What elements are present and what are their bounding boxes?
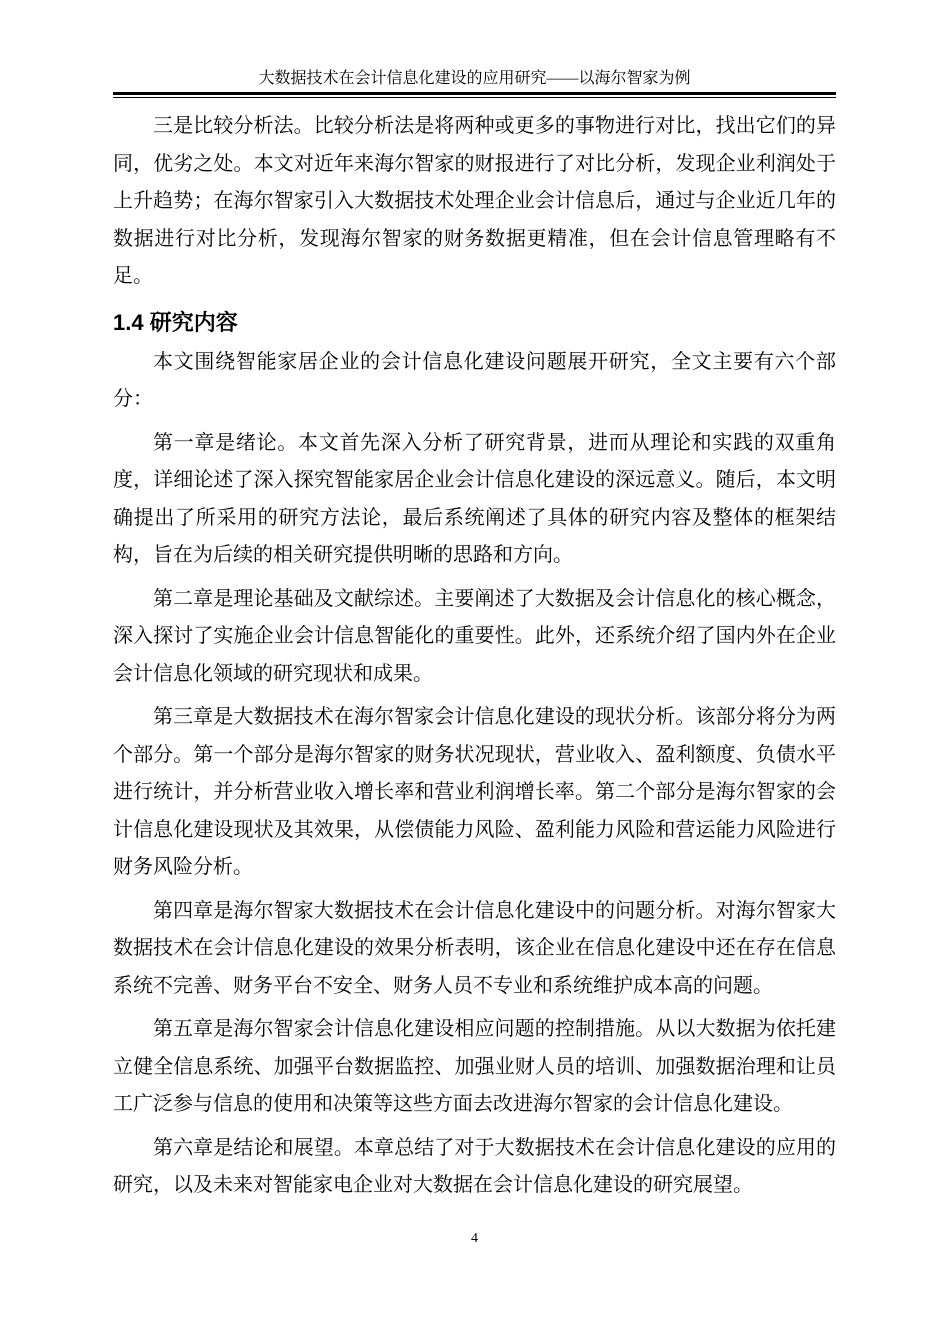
paragraph-chapter-2: 第二章是理论基础及文献综述。主要阐述了大数据及会计信息化的核心概念，深入探讨了实施企业会计信息智能化的重要性。此外，还系统介绍了国内外在企业会计信息化领域的研究现状和成果。 bbox=[113, 587, 836, 685]
paragraph-chapter-6: 第六章是结论和展望。本章总结了对于大数据技术在会计信息化建设的应用的研究，以及未来对智能家电企业对大数据在会计信息化建设的研究展望。 bbox=[113, 1136, 836, 1196]
paragraph-comparison-method: 三是比较分析法。比较分析法是将两种或更多的事物进行对比，找出它们的异同，优劣之处。本文对近年来海尔智家的财报进行了对比分析，发现企业利润处于上升趋势；在海尔智家引入大数据技术处理企业会计信息后，通过与企业近几年的数据进行对比分析，发现海尔智家的财务数据更精准，但在会计信息管理略有不足。 bbox=[113, 115, 836, 287]
paragraph-intro: 本文围绕智能家居企业的会计信息化建设问题展开研究，全文主要有六个部分： bbox=[113, 350, 836, 410]
paragraph-chapter-1: 第一章是绪论。本文首先深入分析了研究背景，进而从理论和实践的双重角度，详细论述了深入探究智能家居企业会计信息化建设的深远意义。随后，本文明确提出了所采用的研究方法论，最后系统阐述了具体的研究内容及整体的框架结构，旨在为后续的相关研究提供明晰的思路和方向。 bbox=[113, 431, 836, 566]
running-header: 大数据技术在会计信息化建设的应用研究——以海尔智家为例 bbox=[258, 70, 691, 87]
paragraph-chapter-3: 第三章是大数据技术在海尔智家会计信息化建设的现状分析。该部分将分为两个部分。第一个部分是海尔智家的财务状况现状，营业收入、盈利额度、负债水平进行统计，并分析营业收入增长率和营业利润增长率。第二个部分是海尔智家的会计信息化建设现状及其效果，从偿债能力风险、盈利能力风险和营运能力风险进行财务风险分析。 bbox=[113, 706, 836, 878]
paragraph-chapter-4: 第四章是海尔智家大数据技术在会计信息化建设中的问题分析。对海尔智家大数据技术在会计信息化建设的效果分析表明，该企业在信息化建设中还在存在信息系统不完善、财务平台不安全、财务人员不专业和系统维护成本高的问题。 bbox=[113, 899, 836, 997]
page-number: 4 bbox=[471, 1230, 478, 1246]
page-body bbox=[113, 0, 836, 1253]
section-heading: 1.4 研究内容 bbox=[113, 309, 238, 335]
paragraph-chapter-5: 第五章是海尔智家会计信息化建设相应问题的控制措施。从以大数据为依托建立健全信息系统、加强平台数据监控、加强业财人员的培训、加强数据治理和让员工广泛参与信息的使用和决策等这些方面去改进海尔智家的会计信息化建设。 bbox=[113, 1018, 836, 1115]
